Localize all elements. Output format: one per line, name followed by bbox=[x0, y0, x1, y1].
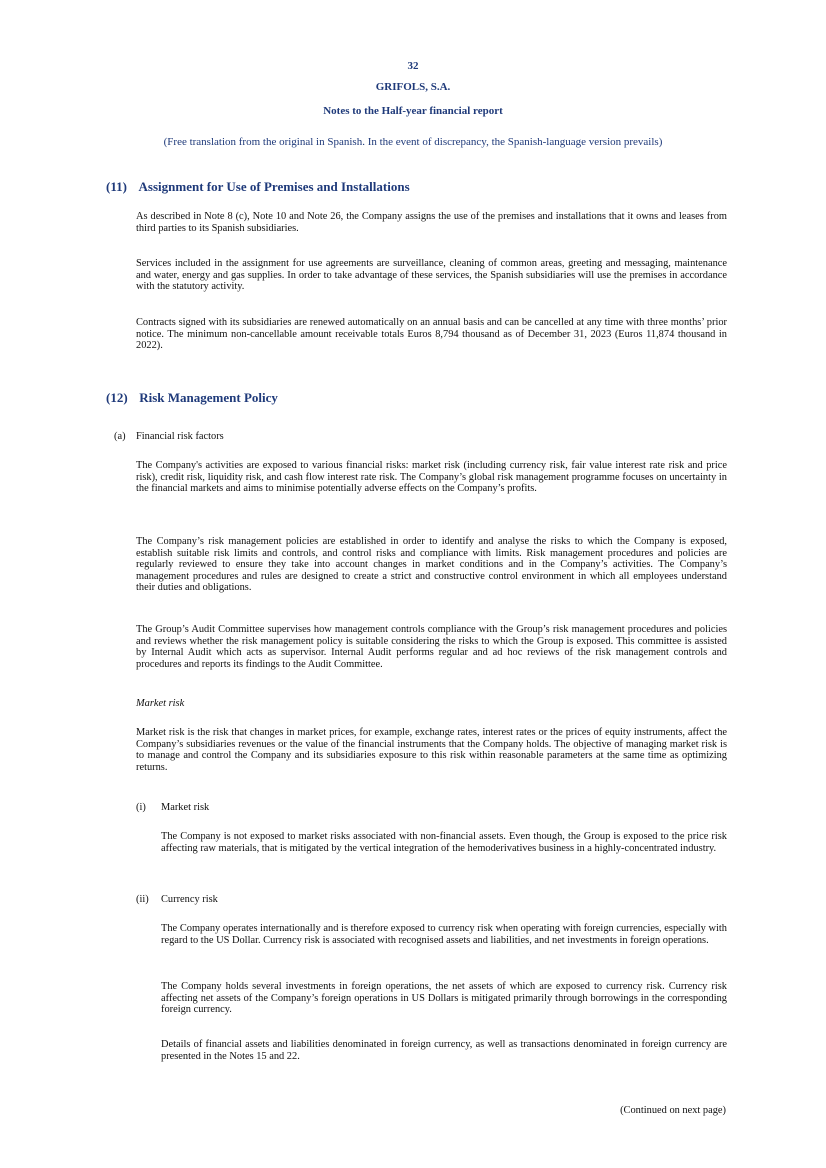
section-12-title: Risk Management Policy bbox=[139, 390, 278, 405]
section-11-title: Assignment for Use of Premises and Installations bbox=[138, 179, 410, 194]
section-12-paragraph-3: The Group’s Audit Committee supervises how management controls compliance with the Group’s risk management procedures and policies and reviews whether the risk management policy is suitable considering the risks to which the Group is exposed. This committee is assisted by Internal Audit which acts as supervisor. Internal Audit performs regular and ad hoc reviews of the risk management controls and procedures and reports its findings to the Audit Committee. bbox=[136, 624, 727, 670]
section-12-heading bbox=[106, 390, 278, 406]
market-risk-paragraph: Market risk is the risk that changes in market prices, for example, exchange rates, interest rates or the prices of equity instruments, affect the Company’s subsidiaries revenues or the value of the financial instruments that the Company holds. The objective of managing market risk is to manage and control the Company and its subsidiaries exposure to this risk within reasonable parameters at the same time as optimizing returns. bbox=[136, 727, 727, 773]
item-ii-title: Currency risk bbox=[161, 894, 218, 905]
section-12-number: (12) bbox=[106, 390, 128, 405]
item-i-title: Market risk bbox=[161, 802, 210, 813]
section-11-heading bbox=[106, 179, 410, 195]
item-ii-paragraph-1: The Company operates internationally and is therefore exposed to currency risk when operating with foreign currencies, especially with regard to the US Dollar. Currency risk is associated with recognised assets and liabilities, and net investments in foreign operations. bbox=[161, 923, 727, 946]
section-11-number: (11) bbox=[106, 179, 127, 194]
subsection-a-title: Financial risk factors bbox=[136, 431, 224, 442]
section-11-paragraph-3: Contracts signed with its subsidiaries are renewed automatically on an annual basis and can be cancelled at any time with three months’ prior notice. The minimum non-cancellable amount receivable totals Euros 8,794 thousand as of December 31, 2023 (Euros 11,874 thousand in 2022). bbox=[136, 317, 727, 352]
item-ii-paragraph-2: The Company holds several investments in foreign operations, the net assets of which are exposed to currency risk. Currency risk affecting net assets of the Company’s foreign operations in US Dollars is mitigated primarily through borrowings in the corresponding foreign currency. bbox=[161, 981, 727, 1016]
section-12-paragraph-1: The Company's activities are exposed to various financial risks: market risk (including currency risk, fair value interest rate risk and price risk), credit risk, liquidity risk, and cash flow interest rate risk. The Company’s global risk management programme focuses on uncertainty in the financial markets and aims to minimise potentially adverse effects on the Company’s profits. bbox=[136, 460, 727, 495]
item-i-paragraph: The Company is not exposed to market risks associated with non-financial assets. Even though, the Group is exposed to the price risk affecting raw materials, that is mitigated by the vertical integration of the hemoderivatives business in a highly-concentrated industry. bbox=[161, 831, 727, 854]
company-name: GRIFOLS, S.A. bbox=[375, 81, 451, 93]
item-i-number: (i) bbox=[136, 802, 146, 813]
report-subtitle: Notes to the Half-year financial report bbox=[323, 105, 503, 117]
market-risk-heading: Market risk bbox=[136, 698, 185, 709]
section-12-paragraph-2: The Company’s risk management policies are established in order to identify and analyse the risks to which the Company is exposed, establish suitable risk limits and controls, and control risks and compliance with limits. Risk management procedures and policies are regularly reviewed to ensure they take into account changes in market conditions and in the Company’s activities. The Company’s management procedures and rules are designed to create a strict and constructive control environment in which all employees understand their duties and obligations. bbox=[136, 536, 727, 594]
item-ii-number: (ii) bbox=[136, 894, 149, 905]
subsection-a-number: (a) bbox=[114, 431, 126, 442]
section-11-paragraph-2: Services included in the assignment for use agreements are surveillance, cleaning of common areas, greeting and messaging, maintenance and water, energy and gas supplies. In order to take advantage of these services, the Spanish subsidiaries will use the premises in accordance with the statutory activity. bbox=[136, 258, 727, 293]
continued-note: (Continued on next page) bbox=[620, 1105, 726, 1116]
page-number: 32 bbox=[407, 60, 419, 72]
section-11-paragraph-1: As described in Note 8 (c), Note 10 and Note 26, the Company assigns the use of the premises and installations that it owns and leases from third parties to its Spanish subsidiaries. bbox=[136, 211, 727, 234]
item-ii-paragraph-3: Details of financial assets and liabilities denominated in foreign currency, as well as transactions denominated in foreign currency are presented in the Notes 15 and 22. bbox=[161, 1039, 727, 1062]
translation-disclaimer: (Free translation from the original in Spanish. In the event of discrepancy, the Spanish-language version prevails) bbox=[163, 136, 663, 148]
